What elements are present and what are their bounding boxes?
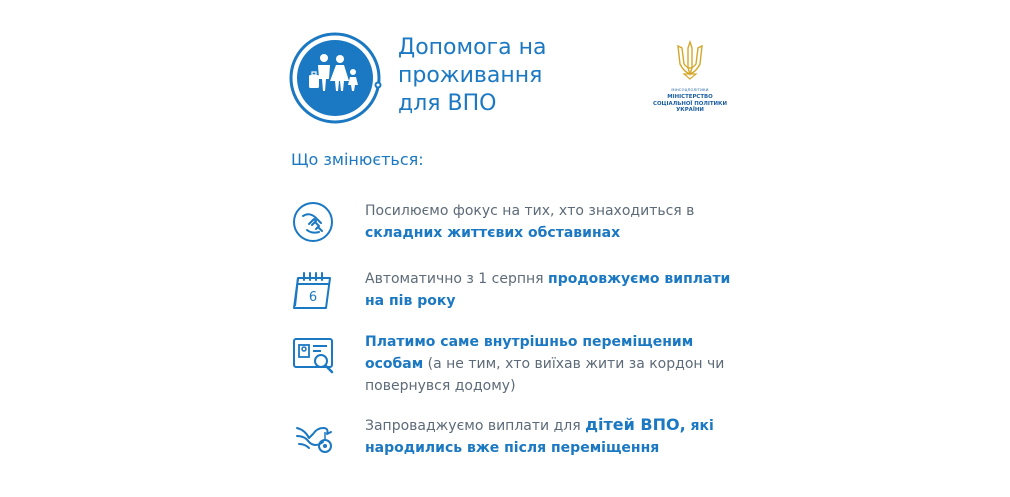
item-text-highlight: продовжуємо виплати на пів року	[365, 271, 731, 309]
item-text	[365, 268, 745, 312]
hands-icon	[291, 200, 339, 248]
item-text-highlight: складних життєвих обставинах	[365, 225, 621, 241]
ministry-name-line: МІНІСТЕРСТВО	[667, 94, 713, 100]
stork-icon	[291, 414, 339, 462]
item-text	[365, 331, 745, 397]
section-subtitle: Що змінюється:	[291, 150, 424, 169]
ministry-name-line: СОЦІАЛЬНОЇ ПОЛІТИКИ	[653, 100, 727, 107]
item-text-highlight: Платимо саме внутрішньо переміщеним особам	[365, 334, 694, 372]
ministry-name-line: УКРАЇНИ	[676, 107, 704, 114]
item-text-highlight: які народились вже після переміщення	[365, 418, 714, 456]
ministry-name	[645, 94, 735, 114]
calendar-number: 6	[308, 290, 318, 305]
item-text-part: Автоматично з 1 серпня	[365, 271, 549, 287]
item-text-highlight: дітей ВПО,	[585, 415, 686, 434]
title-line: проживання	[398, 63, 543, 88]
page-title	[398, 34, 546, 118]
id-card-search-icon	[291, 331, 339, 379]
item-text	[365, 200, 745, 244]
item-text-part: Посилюємо фокус на тих, хто знаходиться в	[365, 203, 695, 219]
title-line: Допомога на	[398, 35, 547, 60]
item-text-part: Запроваджуємо виплати для	[365, 418, 586, 434]
item-text	[365, 414, 745, 459]
ministry-logo	[645, 40, 735, 114]
title-line: для ВПО	[398, 91, 497, 116]
trident-icon	[674, 40, 706, 80]
family-icon	[285, 28, 385, 128]
ministry-tag: МІНСОЦПОЛІТИКИ	[671, 88, 709, 92]
item-text-part: (а не тим, хто виїхав жити за кордон чи повернувся додому)	[365, 356, 725, 394]
calendar-icon	[291, 268, 339, 316]
